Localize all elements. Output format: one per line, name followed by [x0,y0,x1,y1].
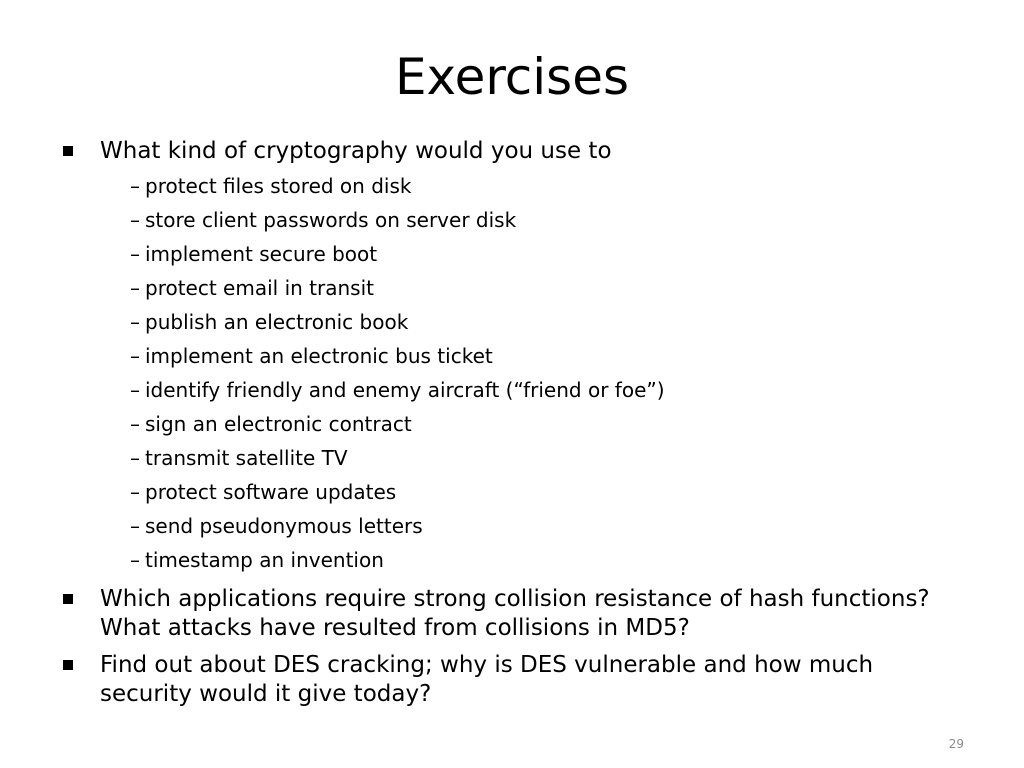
dash-bullet-icon: – [130,174,140,198]
sub-bullet-item [100,509,962,543]
square-bullet-icon [63,146,73,156]
bullet-text: What kind of cryptography would you use to [100,138,612,164]
sub-bullet-text: store client passwords on server disk [145,208,517,232]
sub-bullet-item [100,203,962,237]
dash-bullet-icon: – [130,514,140,538]
dash-bullet-icon: – [130,480,140,504]
sub-bullet-text: transmit satellite TV [145,446,348,470]
sub-bullet-text: send pseudonymous letters [145,514,423,538]
page-number: 29 [948,737,964,751]
sub-bullet-text: protect software updates [145,480,397,504]
dash-bullet-icon: – [130,276,140,300]
square-bullet-icon [63,660,73,670]
bullet-list [62,137,962,709]
slide-title: Exercises [394,48,630,106]
dash-bullet-icon: – [130,378,140,402]
dash-bullet-icon: – [130,446,140,470]
sub-bullet-item [100,237,962,271]
dash-bullet-icon: – [130,242,140,266]
dash-bullet-icon: – [130,412,140,436]
bullet-item [62,651,962,709]
sub-bullet-item [100,475,962,509]
dash-bullet-icon: – [130,208,140,232]
square-bullet-icon [63,594,73,604]
bullet-item [62,585,962,643]
sub-bullet-item [100,441,962,475]
sub-bullet-text: timestamp an invention [145,548,384,572]
sub-bullet-text: implement an electronic bus ticket [145,344,493,368]
sub-bullet-text: sign an electronic contract [145,412,412,436]
bullet-text: Which applications require strong collision resistance of hash functions? What attacks have resulted from collisions in MD5? [100,586,930,641]
sub-bullet-text: implement secure boot [145,242,378,266]
dash-bullet-icon: – [130,344,140,368]
sub-bullet-item [100,169,962,203]
dash-bullet-icon: – [130,310,140,334]
dash-bullet-icon: – [130,548,140,572]
sub-bullet-item [100,305,962,339]
sub-bullet-item [100,271,962,305]
sub-bullet-text: identify friendly and enemy aircraft (“friend or foe”) [145,378,665,402]
bullet-text: Find out about DES cracking; why is DES vulnerable and how much security would it give today? [100,652,874,707]
sub-bullet-text: protect files stored on disk [145,174,412,198]
sub-bullet-item [100,543,962,577]
sub-bullet-item [100,373,962,407]
sub-bullet-text: publish an electronic book [145,310,409,334]
sub-bullet-item [100,339,962,373]
sub-bullet-text: protect email in transit [145,276,374,300]
bullet-item [62,137,962,577]
sub-bullet-item [100,407,962,441]
sub-bullet-list [100,169,962,577]
